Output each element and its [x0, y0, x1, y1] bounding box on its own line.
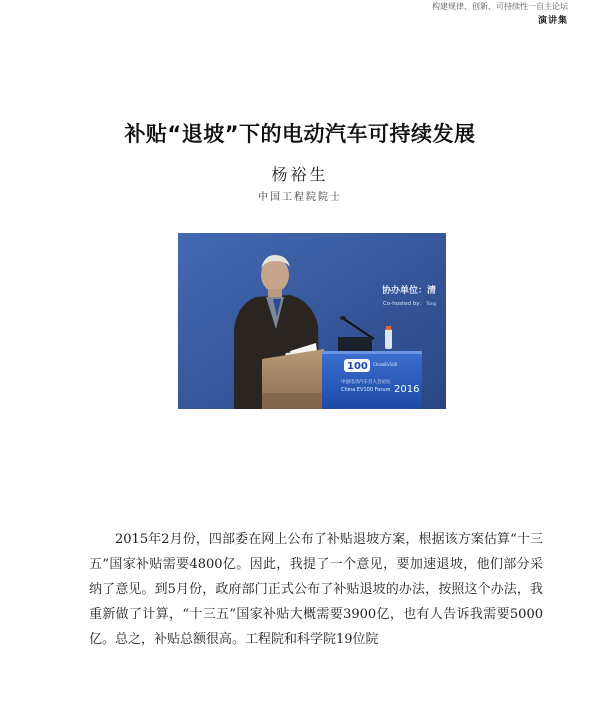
banner-label: 协办单位：清 [382, 286, 437, 296]
speaker-photo [178, 233, 446, 409]
author-name: 杨裕生 [271, 165, 329, 184]
banner-sub-small: Tsing [426, 301, 437, 306]
header-collection-label: 演讲集 [537, 16, 568, 26]
podium-en-text: China EV100 Forum [341, 387, 391, 393]
podium-cn-text: 中国电动汽车百人会论坛 [341, 380, 391, 385]
podium-logo-sub: ChinaEV100 [373, 362, 398, 367]
header-series-title: 构建规律、创新、可持续性一自主论坛 [432, 2, 568, 11]
article-title: 补贴“退坡”下的电动汽车可持续发展 [124, 122, 476, 146]
article-body [89, 527, 543, 652]
body-paragraph: 2015年2月份，四部委在网上公布了补贴退坡方案，根据该方案估算“十三五”国家补贴需要4800亿。因此，我提了一个意见，要加速退坡，他们部分采纳了意见。到5月份，政府部门正式公布了补贴退坡的办法，按照这个办法，我重新做了计算，“十三五”国家补贴大概需要3900亿，也有人告诉我需要5000亿。总之，补贴总额很高。工程院和科学院19位院 [89, 532, 543, 647]
running-header [432, 0, 568, 28]
podium-year: 2016 [394, 384, 420, 395]
banner-sub: Co-hosted by： [383, 301, 426, 307]
podium-logo: 100 [347, 361, 368, 372]
author-affiliation: 中国工程院院士 [258, 192, 342, 203]
